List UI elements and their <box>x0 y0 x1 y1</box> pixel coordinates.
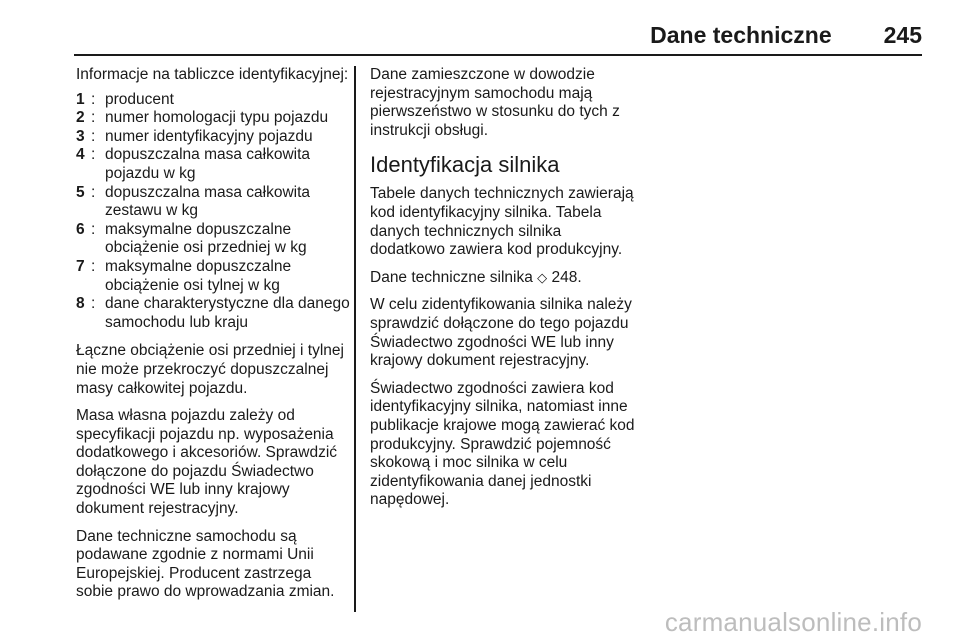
item-separator: : <box>91 183 96 201</box>
section-heading: Identyfikacja silnika <box>370 152 560 178</box>
item-separator: : <box>91 220 96 238</box>
identify-engine-paragraph: W celu zidentyfikowania silnika należy sprawdzić dołączone do tego pojazdu Świadectwo zgodności WE lub inny krajowy dokument rejestracyjny. <box>370 296 632 370</box>
item-number: 4 <box>76 146 85 164</box>
item-separator: : <box>91 146 96 164</box>
item-separator: : <box>91 127 96 145</box>
list-item <box>76 146 350 183</box>
plate-intro: Informacje na tabliczce identyfikacyjnej: <box>76 66 349 83</box>
item-number: 8 <box>76 295 85 313</box>
item-number: 7 <box>76 257 85 275</box>
item-text: numer homologacji typu pojazdu <box>105 109 329 127</box>
item-separator: : <box>91 295 96 313</box>
item-number: 1 <box>76 90 85 108</box>
list-item <box>76 128 350 147</box>
item-number: 6 <box>76 220 85 238</box>
eu-standards-paragraph: Dane techniczne samochodu są podawane zgodnie z normami Unii Europejskiej. Producent zastrzega sobie prawo do wprowadzania zmian. <box>76 527 335 601</box>
list-item <box>76 295 350 332</box>
list-item <box>76 109 350 128</box>
engine-data-reference <box>370 269 638 288</box>
right-column <box>370 66 638 519</box>
item-number: 2 <box>76 109 85 127</box>
reference-arrow-icon: ◇ <box>537 269 548 285</box>
list-item <box>76 258 350 295</box>
list-item <box>76 91 350 110</box>
engine-tables-paragraph: Tabele danych technicznych zawierają kod identyfikacyjny silnika. Tabela danych technicznych silnika dodatkowo zawiera kod produkcyjny. <box>370 185 634 259</box>
conformity-paragraph: Świadectwo zgodności zawiera kod identyfikacyjny silnika, natomiast inne publikacje krajowe mogą zawierać kod produkcyjny. Sprawdzić pojemność skokową i moc silnika w celu zidentyfikowania danej jednostki napędowej. <box>370 379 635 509</box>
left-column <box>76 66 350 611</box>
registration-paragraph: Dane zamieszczone w dowodzie rejestracyjnym samochodu mają pierwszeństwo w stosunku do tych z instrukcji obsługi. <box>370 66 620 139</box>
reference-page-link[interactable]: 248. <box>551 268 582 286</box>
page-title: Dane techniczne <box>650 22 832 48</box>
axle-load-paragraph: Łączne obciążenie osi przedniej i tylnej nie może przekroczyć dopuszczalnej masy całkowitej pojazdu. <box>76 342 344 397</box>
list-item <box>76 184 350 221</box>
item-separator: : <box>91 109 96 127</box>
item-number: 3 <box>76 127 85 145</box>
list-item <box>76 221 350 258</box>
item-separator: : <box>91 90 96 108</box>
item-text: maksymalne dopuszczalne obciążenie osi przedniej w kg <box>105 220 307 257</box>
curb-weight-paragraph: Masa własna pojazdu zależy od specyfikacji pojazdu np. wyposażenia dodatkowego i akcesoriów. Sprawdzić dołączone do pojazdu Świadectwo zgodności WE lub inny krajowy dokument rejestracyjny. <box>76 407 338 518</box>
item-text: producent <box>105 90 174 108</box>
item-separator: : <box>91 257 96 275</box>
item-text: dane charakterystyczne dla danego samochodu lub kraju <box>105 295 350 331</box>
item-text: numer identyfikacyjny pojazdu <box>105 127 313 145</box>
item-number: 5 <box>76 183 85 201</box>
page-header <box>650 22 922 49</box>
page-number: 245 <box>883 22 922 48</box>
header-rule <box>74 54 922 56</box>
item-text: dopuszczalna masa całkowita zestawu w kg <box>105 183 311 220</box>
reference-text: Dane techniczne silnika <box>370 268 533 286</box>
item-text: maksymalne dopuszczalne obciążenie osi tylnej w kg <box>105 257 292 294</box>
item-text: dopuszczalna masa całkowita pojazdu w kg <box>105 146 311 182</box>
plate-items-list <box>76 91 350 333</box>
watermark: carmanualsonline.info <box>664 607 922 637</box>
column-divider <box>354 66 356 612</box>
